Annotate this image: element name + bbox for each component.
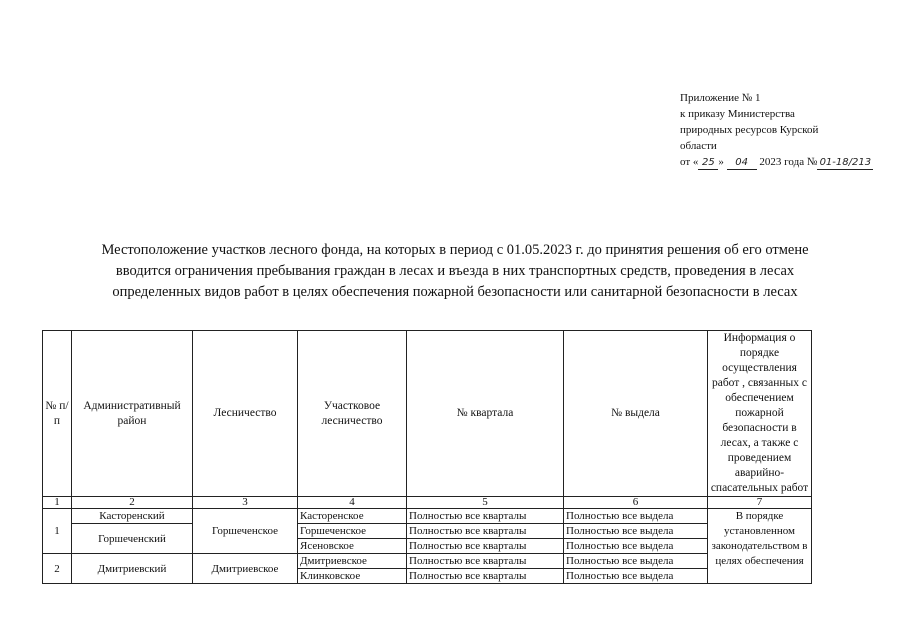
document-title: [40, 240, 870, 303]
column-number: 6: [564, 497, 708, 509]
quarter-cell: Полностью все кварталы: [407, 569, 564, 584]
column-number: 5: [407, 497, 564, 509]
appendix-line: Приложение № 1: [680, 92, 761, 104]
allotment-cell: Полностью все выдела: [564, 509, 708, 524]
column-number-row: [43, 497, 812, 509]
quarter-cell: Полностью все кварталы: [407, 554, 564, 569]
title-line: Местоположение участков лесного фонда, на которых в период с 01.05.2023 г. до принятия решения об его отмене: [101, 242, 809, 258]
section-cell: Горшеченское: [298, 524, 407, 539]
column-number: 2: [72, 497, 193, 509]
header-cell: Административный район: [72, 331, 193, 497]
header-cell: Лесничество: [193, 331, 298, 497]
header-cell: № выдела: [564, 331, 708, 497]
table-header-row: [43, 331, 812, 497]
header-cell: Участковое лесничество: [298, 331, 407, 497]
column-number: 1: [43, 497, 72, 509]
allotment-cell: Полностью все выдела: [564, 539, 708, 554]
date-month: 04: [727, 157, 757, 170]
header-cell: № квартала: [407, 331, 564, 497]
allotment-cell: Полностью все выдела: [564, 524, 708, 539]
title-line: определенных видов работ в целях обеспечения пожарной безопасности или санитарной безопасности в лесах: [112, 284, 798, 300]
column-number: 3: [193, 497, 298, 509]
section-cell: Ясеновское: [298, 539, 407, 554]
row-number: 1: [43, 509, 72, 554]
date-day: 25: [698, 157, 718, 170]
header-cell: Информация о порядке осуществления работ , связанных с обеспечением пожарной безопасности в лесах, а также с проведением аварийно-спасательных работ: [708, 331, 812, 497]
section-cell: Клинковское: [298, 569, 407, 584]
appendix-line: области: [680, 140, 717, 152]
date-mid: »: [718, 156, 724, 168]
title-line: вводится ограничения пребывания граждан в лесах и въезда в них транспортных средств, проведения в лесах: [115, 263, 795, 279]
district-cell: Касторенский: [72, 509, 193, 524]
section-cell: Дмитриевское: [298, 554, 407, 569]
allotment-cell: Полностью все выдела: [564, 554, 708, 569]
allotment-cell: Полностью все выдела: [564, 569, 708, 584]
appendix-line: к приказу Министерства: [680, 108, 795, 120]
appendix-block: [680, 90, 873, 170]
district-cell: Горшеченский: [72, 524, 193, 554]
table-row: [43, 554, 812, 569]
date-prefix: от «: [680, 156, 699, 168]
order-number: 01-18/213: [817, 157, 873, 170]
appendix-date-line: [680, 154, 873, 170]
table-row: [43, 524, 812, 539]
date-year: 2023 года №: [759, 156, 818, 168]
info-cell: В порядке установленном законодательством в целях обеспечения: [708, 509, 812, 584]
quarter-cell: Полностью все кварталы: [407, 524, 564, 539]
quarter-cell: Полностью все кварталы: [407, 509, 564, 524]
quarter-cell: Полностью все кварталы: [407, 539, 564, 554]
column-number: 4: [298, 497, 407, 509]
section-cell: Касторенское: [298, 509, 407, 524]
forestry-cell: Горшеченское: [193, 509, 298, 554]
table-row: [43, 509, 812, 524]
appendix-line: природных ресурсов Курской: [680, 124, 819, 136]
forest-plots-table: [42, 330, 812, 584]
row-number: 2: [43, 554, 72, 584]
column-number: 7: [708, 497, 812, 509]
header-cell: № п/п: [43, 331, 72, 497]
district-cell: Дмитриевский: [72, 554, 193, 584]
forestry-cell: Дмитриевское: [193, 554, 298, 584]
